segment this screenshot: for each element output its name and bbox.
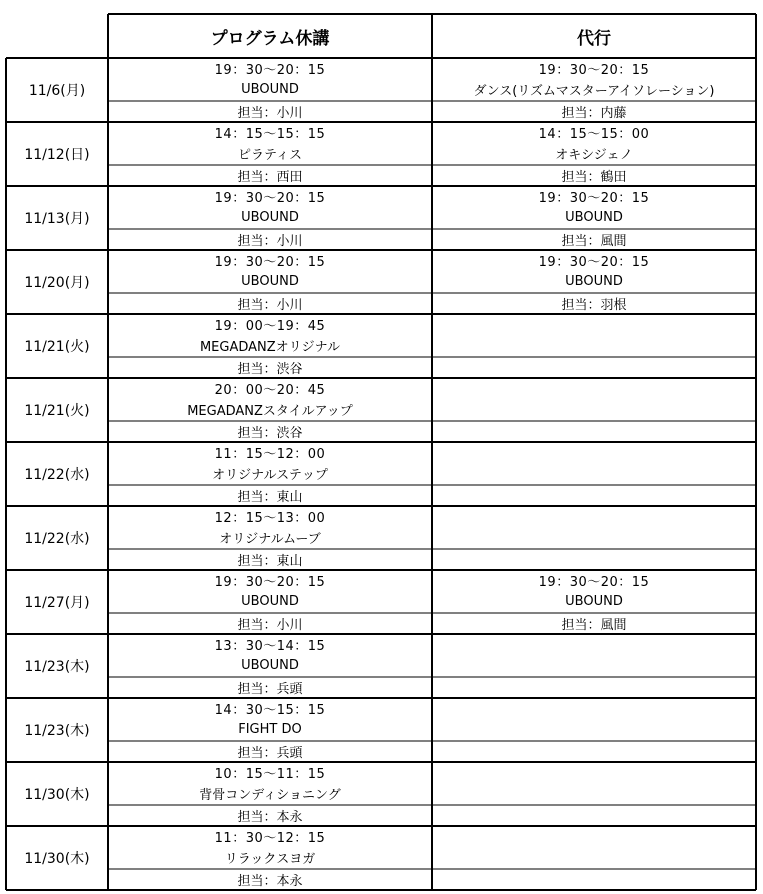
program-time: 14：15〜15：15	[214, 127, 326, 142]
substitute-instructor	[432, 741, 756, 762]
substitute-time	[432, 506, 756, 527]
substitute-time: 19：30〜20：15	[538, 575, 650, 590]
substitute-instructor	[432, 549, 756, 570]
substitute-instructor	[432, 421, 756, 442]
substitute-instructor: 担当：羽根	[561, 298, 627, 313]
row-date: 11/22(水)	[24, 531, 90, 547]
substitute-time: 19：30〜20：15	[538, 255, 650, 270]
program-class-name: UBOUND	[241, 594, 299, 609]
program-instructor: 担当：小川	[237, 234, 303, 249]
row-date: 11/20(月)	[24, 275, 90, 291]
program-time: 11：30〜12：15	[214, 831, 326, 846]
program-instructor: 担当：東山	[237, 490, 303, 505]
program-time: 19：30〜20：15	[214, 63, 326, 78]
program-time: 13：30〜14：15	[214, 639, 326, 654]
program-instructor: 担当：本永	[237, 810, 303, 825]
substitute-instructor	[432, 805, 756, 826]
header-substitute: 代行	[577, 28, 611, 49]
program-time: 12：15〜13：00	[214, 511, 326, 526]
program-instructor: 担当：東山	[237, 554, 303, 569]
substitute-class-name	[432, 399, 756, 420]
program-class-name: MEGADANZオリジナル	[199, 340, 341, 355]
substitute-class-name: UBOUND	[565, 594, 623, 609]
program-instructor: 担当：小川	[237, 298, 303, 313]
program-instructor: 担当：西田	[237, 170, 303, 185]
program-instructor: 担当：兵頭	[237, 746, 303, 761]
substitute-instructor	[432, 485, 756, 506]
substitute-class-name	[432, 335, 756, 356]
program-instructor: 担当：本永	[237, 874, 303, 889]
substitute-instructor: 担当：鶴田	[561, 170, 627, 185]
substitute-time: 19：30〜20：15	[538, 191, 650, 206]
program-instructor: 担当：渋谷	[237, 426, 303, 441]
row-date: 11/23(木)	[24, 659, 90, 675]
row-date: 11/6(月)	[28, 83, 86, 99]
program-class-name: オリジナルステップ	[212, 468, 328, 483]
substitute-class-name: UBOUND	[565, 210, 623, 225]
program-class-name: UBOUND	[241, 82, 299, 97]
substitute-class-name: UBOUND	[565, 274, 623, 289]
program-instructor: 担当：小川	[237, 106, 303, 121]
program-time: 14：30〜15：15	[214, 703, 326, 718]
program-class-name: オリジナルムーブ	[219, 532, 321, 547]
program-class-name: リラックスヨガ	[224, 852, 316, 867]
program-instructor: 担当：渋谷	[237, 362, 303, 377]
substitute-class-name	[432, 719, 756, 740]
program-class-name: UBOUND	[241, 210, 299, 225]
program-time: 10：15〜11：15	[214, 767, 326, 782]
substitute-class-name	[432, 847, 756, 868]
program-class-name: UBOUND	[241, 658, 299, 673]
substitute-time	[432, 314, 756, 335]
row-date: 11/12(日)	[24, 147, 90, 163]
substitute-class-name	[432, 463, 756, 484]
program-time: 19：30〜20：15	[214, 191, 326, 206]
substitute-instructor	[432, 869, 756, 890]
substitute-class-name	[432, 655, 756, 676]
row-date: 11/22(水)	[24, 467, 90, 483]
row-date: 11/21(火)	[24, 339, 90, 355]
program-class-name: 背骨コンディショニング	[199, 788, 341, 803]
substitute-class-name	[432, 527, 756, 548]
program-instructor: 担当：小川	[237, 618, 303, 633]
substitute-instructor: 担当：風間	[561, 618, 627, 633]
row-date: 11/21(火)	[24, 403, 90, 419]
program-time: 20：00〜20：45	[214, 383, 326, 398]
program-class-name: UBOUND	[241, 274, 299, 289]
program-class-name: ピラティス	[238, 148, 302, 163]
substitute-instructor	[432, 357, 756, 378]
row-date: 11/30(木)	[24, 851, 90, 867]
substitute-time: 14：15〜15：00	[538, 127, 650, 142]
row-date: 11/30(木)	[24, 787, 90, 803]
program-time: 19：00〜19：45	[214, 319, 326, 334]
substitute-class-name: オキシジェノ	[555, 148, 633, 163]
substitute-class-name	[432, 783, 756, 804]
substitute-instructor	[432, 677, 756, 698]
program-time: 19：30〜20：15	[214, 255, 326, 270]
substitute-time	[432, 698, 756, 719]
program-time: 19：30〜20：15	[214, 575, 326, 590]
substitute-time: 19：30〜20：15	[538, 63, 650, 78]
substitute-class-name: ダンス(リズムマスターアイソレーション)	[473, 84, 715, 99]
row-date: 11/27(月)	[24, 595, 90, 611]
substitute-instructor: 担当：内藤	[561, 106, 627, 121]
header-program-cancelled: プログラム休講	[210, 28, 330, 49]
substitute-time	[432, 442, 756, 463]
substitute-time	[432, 826, 756, 847]
program-class-name: MEGADANZスタイルアップ	[187, 404, 353, 419]
substitute-time	[432, 378, 756, 399]
substitute-time	[432, 762, 756, 783]
program-instructor: 担当：兵頭	[237, 682, 303, 697]
program-time: 11：15〜12：00	[214, 447, 326, 462]
row-date: 11/13(月)	[24, 211, 90, 227]
row-date: 11/23(木)	[24, 723, 90, 739]
substitute-instructor: 担当：風間	[561, 234, 627, 249]
program-class-name: FIGHT DO	[238, 722, 302, 737]
substitute-time	[432, 634, 756, 655]
